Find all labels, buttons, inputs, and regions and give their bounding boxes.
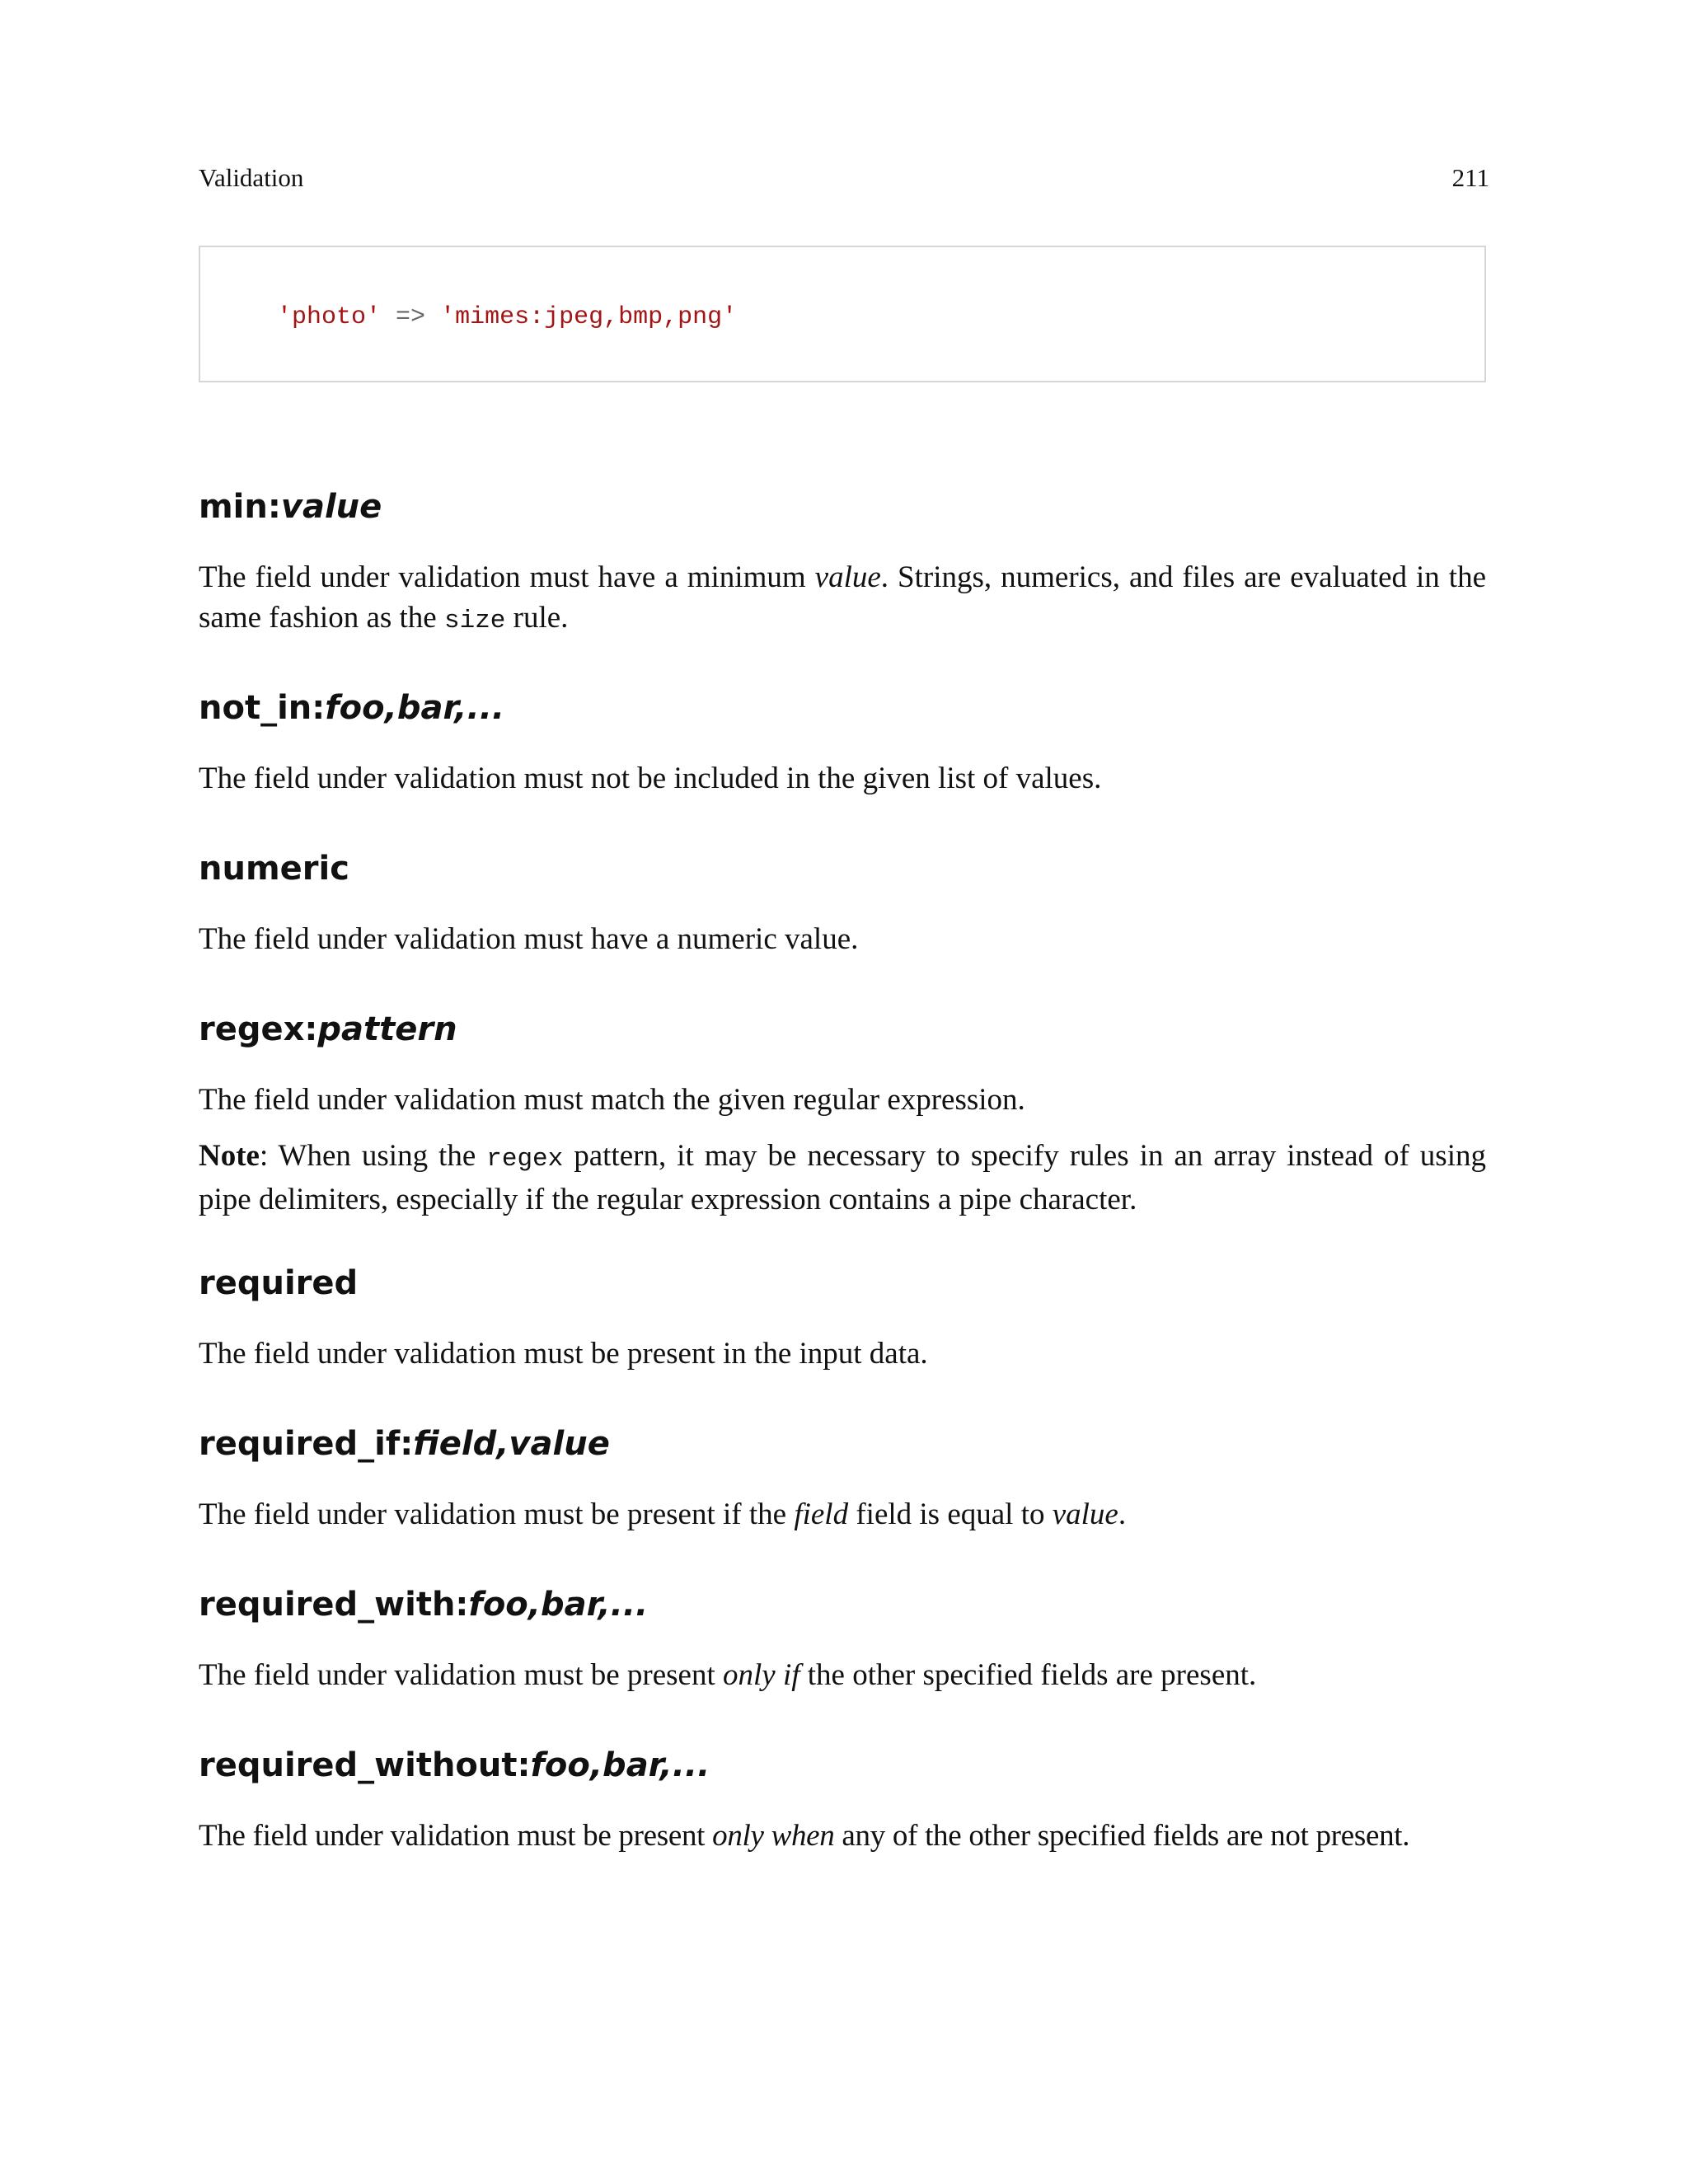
rule-heading-required-without: required_without:foo,bar,... [199, 1746, 710, 1784]
rule-heading-numeric: numeric [199, 850, 349, 888]
code-block [199, 246, 1486, 382]
rule-desc-required: The field under validation must be present in the input data. [199, 1337, 928, 1371]
code-line [277, 303, 737, 331]
section-title: Validation [199, 163, 304, 192]
page-number: 211 [1451, 163, 1489, 192]
rule-desc-min: The field under validation must have a minimum value. Strings, numerics, and files are evaluated in the same fashion as the size rule. [199, 560, 1486, 635]
rule-heading-required-if: required_if:field,value [199, 1425, 610, 1463]
code-arrow: => [396, 303, 426, 331]
rule-heading-not-in: not_in:foo,bar,... [199, 689, 505, 727]
rule-heading-regex: regex:pattern [199, 1010, 457, 1048]
rule-desc-required-without: The field under validation must be present only when any of the other specified fields are not present. [199, 1819, 1410, 1853]
rule-desc-regex: The field under validation must match the given regular expression. [199, 1083, 1025, 1117]
code-value: 'mimes:jpeg,bmp,png' [440, 303, 738, 331]
rule-desc-numeric: The field under validation must have a numeric value. [199, 922, 859, 956]
running-header [199, 162, 1489, 194]
rule-heading-required-with: required_with:foo,bar,... [199, 1586, 649, 1624]
rule-note-regex: Note: When using the regex pattern, it may be necessary to specify rules in an array instead of using pipe delimiters, especially if the regular expression contains a pipe character. [199, 1139, 1486, 1216]
rule-desc-required-if: The field under validation must be present if the field field is equal to value. [199, 1497, 1127, 1531]
rule-heading-required: required [199, 1264, 359, 1302]
rule-desc-required-with: The field under validation must be present only if the other specified fields are present. [199, 1658, 1257, 1692]
rule-desc-not-in: The field under validation must not be included in the given list of values. [199, 762, 1102, 795]
rule-heading-min: min:value [199, 488, 382, 526]
code-key: 'photo' [277, 303, 382, 331]
